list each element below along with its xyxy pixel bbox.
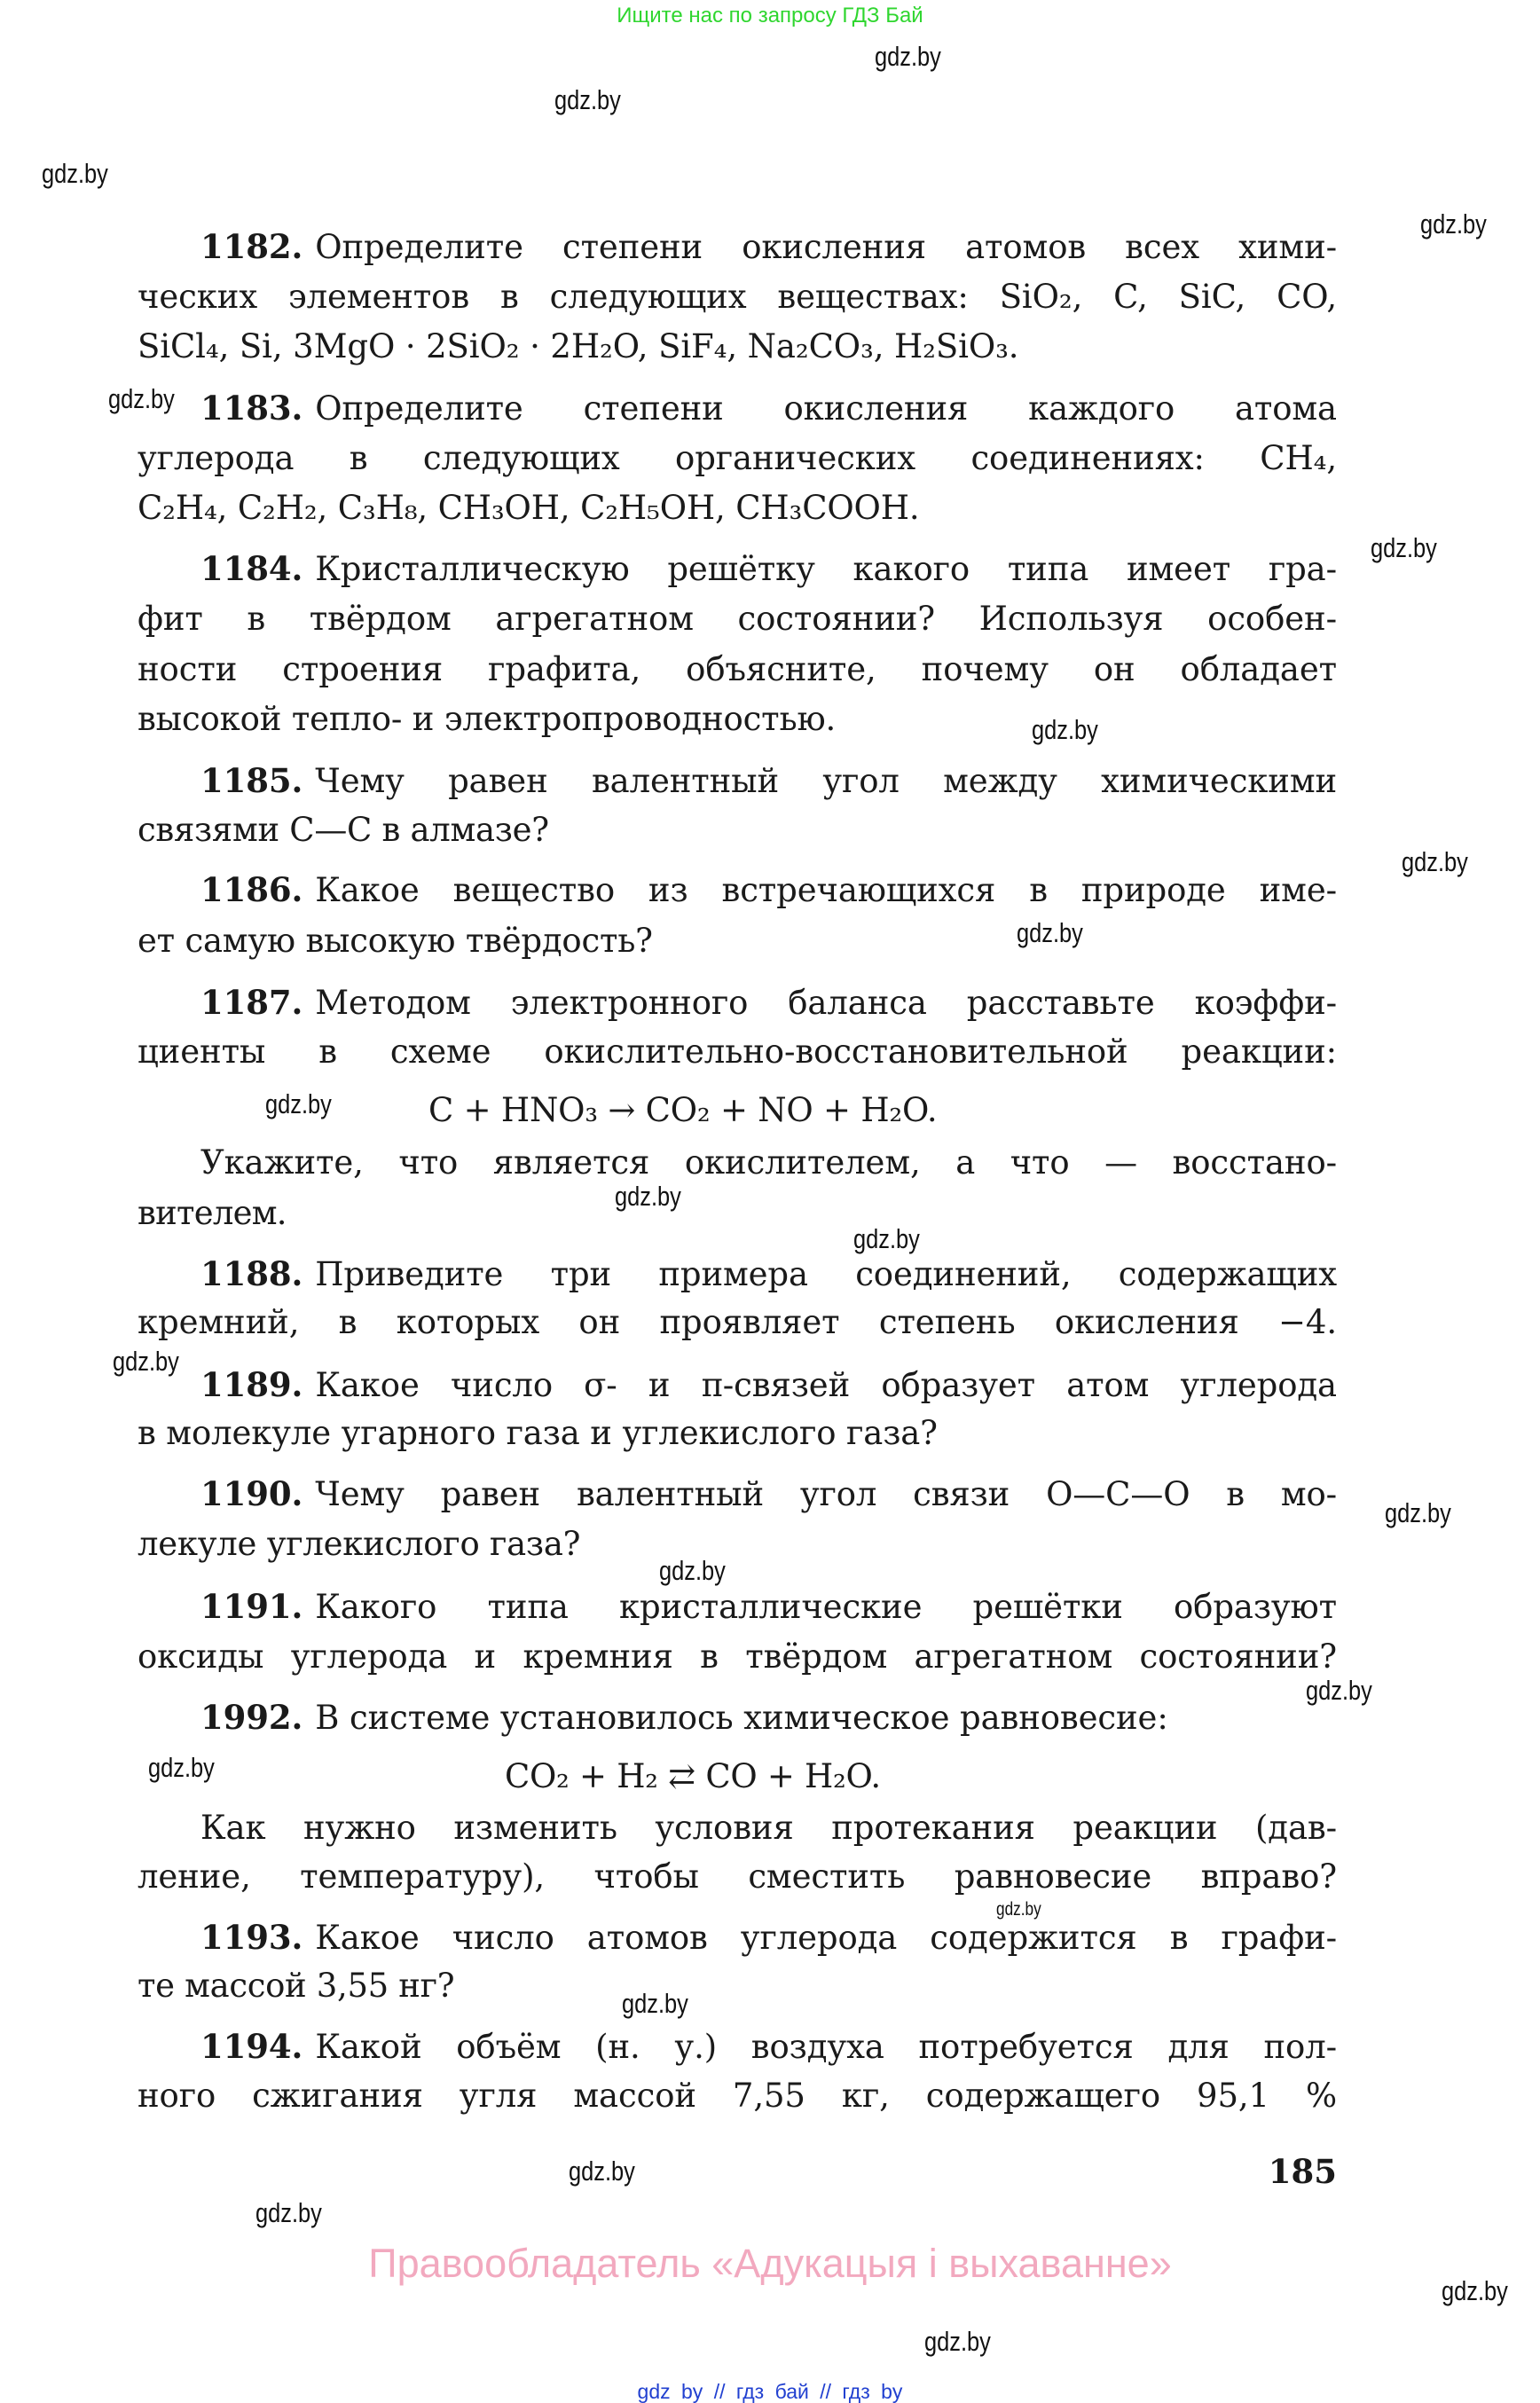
gdz-watermark: gdz.by	[1371, 532, 1437, 563]
problem-text-line	[200, 1810, 1337, 1847]
gdz-watermark: gdz.by	[255, 2197, 322, 2228]
problem-text: углерода в следующих органических соединениях: CH₄,	[138, 439, 1337, 477]
problem-text: Какой объём (н. у.) воздуха потребуется для пол-	[315, 2028, 1337, 2066]
problem-text: Чему равен валентный угол между химическими	[315, 762, 1337, 800]
gdz-watermark: gdz.by	[113, 1346, 179, 1377]
problem-text-line	[200, 1144, 1337, 1182]
problem-text: Методом электронного баланса расставьте коэффи-	[315, 984, 1337, 1022]
equation-line	[505, 1758, 1126, 1795]
problem-text: Какого типа кристаллические решётки образуют	[315, 1588, 1337, 1626]
gdz-watermark: gdz.by	[42, 158, 108, 189]
equation-line	[428, 1092, 1138, 1129]
problem-text-line	[200, 550, 1337, 587]
gdz-watermark: gdz.by	[554, 84, 621, 115]
problem-text-line	[138, 917, 1337, 960]
problem-text-line	[138, 328, 1337, 365]
problem-text: Укажите, что является окислителем, а что — восстано-	[200, 1143, 1337, 1182]
gdz-watermark: gdz.by	[659, 1555, 726, 1586]
problem-number: 1187.	[200, 983, 303, 1022]
problem-text-line	[200, 1475, 1337, 1512]
gdz-watermark: gdz.by	[148, 1752, 215, 1783]
problem-text-line	[138, 1526, 1337, 1563]
problem-number: 1189.	[200, 1365, 303, 1404]
problem-text: Какое вещество из встречающихся в природе име-	[315, 871, 1337, 909]
gdz-watermark: gdz.by	[1017, 917, 1083, 948]
problem-number: 1183.	[200, 389, 303, 428]
problem-text: Какое число σ- и π-связей образует атом углерода	[315, 1366, 1337, 1404]
problem-text: Чему равен валентный угол связи O—C—O в мо-	[315, 1475, 1337, 1513]
gdz-watermark: gdz.by	[875, 41, 941, 72]
problem-text-line	[138, 1033, 1337, 1071]
problem-text: циенты в схеме окислительно-восстановительной реакции:	[138, 1033, 1337, 1071]
problem-text: Определите степени окисления атомов всех хими-	[315, 228, 1337, 266]
problem-text-line	[200, 389, 1337, 427]
problem-text: лекуле углекислого газа?	[138, 1525, 581, 1563]
gdz-watermark: gdz.by	[1442, 2275, 1508, 2306]
problem-text-line	[200, 871, 1337, 908]
problem-text: кремний, в которых он проявляет степень окисления −4.	[138, 1303, 1337, 1341]
problem-number: 1992.	[200, 1698, 303, 1737]
problem-text: ческих элементов в следующих веществах: SiO₂, C, SiC, CO,	[138, 278, 1337, 316]
problem-number: 1190.	[200, 1474, 303, 1513]
problem-text-line	[200, 1919, 1337, 1956]
problem-text-line	[200, 762, 1337, 799]
gdz-watermark: gdz.by	[622, 1988, 688, 2019]
problem-text-line	[138, 812, 1337, 849]
problem-text-line	[200, 1588, 1337, 1625]
gdz-watermark: gdz.by	[108, 383, 175, 414]
problem-text: CO₂ + H₂ ⇄ CO + H₂O.	[505, 1757, 881, 1795]
problem-number: 1188.	[200, 1254, 303, 1293]
problem-text: Определите степени окисления каждого атома	[315, 389, 1337, 428]
problem-text: Как нужно изменить условия протекания реакции (дав-	[200, 1809, 1337, 1847]
gdz-watermark: gdz.by	[1032, 714, 1098, 745]
problem-text-line	[138, 1967, 1337, 2005]
gdz-watermark: gdz.by	[924, 2326, 991, 2357]
problem-text: вителем.	[138, 1194, 287, 1232]
gdz-watermark: gdz.by	[265, 1088, 332, 1119]
gdz-watermark: gdz.by	[1402, 846, 1468, 877]
problem-text-line	[138, 1304, 1337, 1341]
problem-text: фит в твёрдом агрегатном состоянии? Используя особен-	[138, 600, 1337, 638]
problem-text: оксиды углерода и кремния в твёрдом агрегатном состоянии?	[138, 1637, 1337, 1676]
gdz-watermark: gdz.by	[996, 1899, 1041, 1920]
problem-text: Кристаллическую решётку какого типа имеет гра-	[315, 550, 1337, 588]
problem-text-line	[138, 440, 1337, 477]
rights-holder-notice: Правообладатель «Адукацыя і выхаванне»	[368, 2241, 1172, 2286]
problem-text: связями C—C в алмазе?	[138, 811, 549, 849]
problem-text: высокой тепло- и электропроводностью.	[138, 700, 837, 738]
problem-number: 1191.	[200, 1587, 303, 1626]
problem-text: ление, температуру), чтобы сместить равновесие вправо?	[138, 1857, 1337, 1896]
page-number: 185	[1268, 2152, 1337, 2191]
problem-text-line	[200, 1366, 1337, 1403]
search-banner[interactable]: Ищите нас по запросу ГДЗ Бай	[617, 4, 923, 27]
problem-number: 1194.	[200, 2027, 303, 2066]
problem-text-line	[138, 1638, 1337, 1676]
problem-text-line	[200, 228, 1337, 265]
problem-text: те массой 3,55 нг?	[138, 1967, 455, 2005]
problem-text: Какое число атомов углерода содержится в графи-	[315, 1919, 1337, 1957]
problem-text-line	[138, 2077, 1337, 2115]
problem-text: ности строения графита, объясните, почему он обладает	[138, 650, 1337, 688]
gdz-watermark: gdz.by	[1385, 1497, 1451, 1528]
problem-text: C + HNO₃ → CO₂ + NO + H₂O.	[428, 1091, 938, 1129]
problem-text: C₂H₄, C₂H₂, C₃H₈, CH₃OH, C₂H₅OH, CH₃COOH.	[138, 489, 920, 527]
problem-text: SiCl₄, Si, 3MgO · 2SiO₂ · 2H₂O, SiF₄, Na₂CO₃, H₂SiO₃.	[138, 327, 1019, 365]
problem-text-line	[200, 1699, 1337, 1736]
gdz-watermark: gdz.by	[615, 1181, 681, 1212]
problem-text: В системе установилось химическое равновесие:	[315, 1699, 1168, 1737]
gdz-watermark: gdz.by	[1306, 1675, 1372, 1706]
problem-text-line	[138, 1415, 1337, 1452]
problem-text-line	[200, 1255, 1337, 1292]
problem-text-line	[138, 490, 1337, 527]
problem-text-line	[138, 701, 1337, 738]
problem-text: в молекуле угарного газа и углекислого газа?	[138, 1414, 938, 1452]
problem-number: 1184.	[200, 549, 303, 588]
problem-text-line	[138, 601, 1337, 638]
gdz-watermark: gdz.by	[1420, 208, 1487, 240]
problem-text-line	[138, 1195, 1337, 1232]
gdz-watermark: gdz.by	[569, 2156, 635, 2187]
problem-text-line	[138, 651, 1337, 688]
problem-text-line	[138, 1858, 1337, 1896]
problem-text-line	[200, 2028, 1337, 2065]
problem-text-line	[138, 279, 1337, 316]
footer-links[interactable]: gdz by // гдз бай // гдз by	[637, 2380, 903, 2403]
problem-number: 1182.	[200, 227, 303, 266]
problem-text: ного сжигания угля массой 7,55 кг, содержащего 95,1 %	[138, 2077, 1337, 2115]
problem-text: ет самую высокую твёрдость?	[138, 922, 653, 960]
problem-text-line	[200, 984, 1337, 1021]
gdz-watermark: gdz.by	[853, 1223, 920, 1254]
problem-number: 1193.	[200, 1918, 303, 1957]
problem-number: 1185.	[200, 761, 303, 800]
problem-text: Приведите три примера соединений, содержащих	[315, 1255, 1337, 1293]
problem-number: 1186.	[200, 870, 303, 909]
